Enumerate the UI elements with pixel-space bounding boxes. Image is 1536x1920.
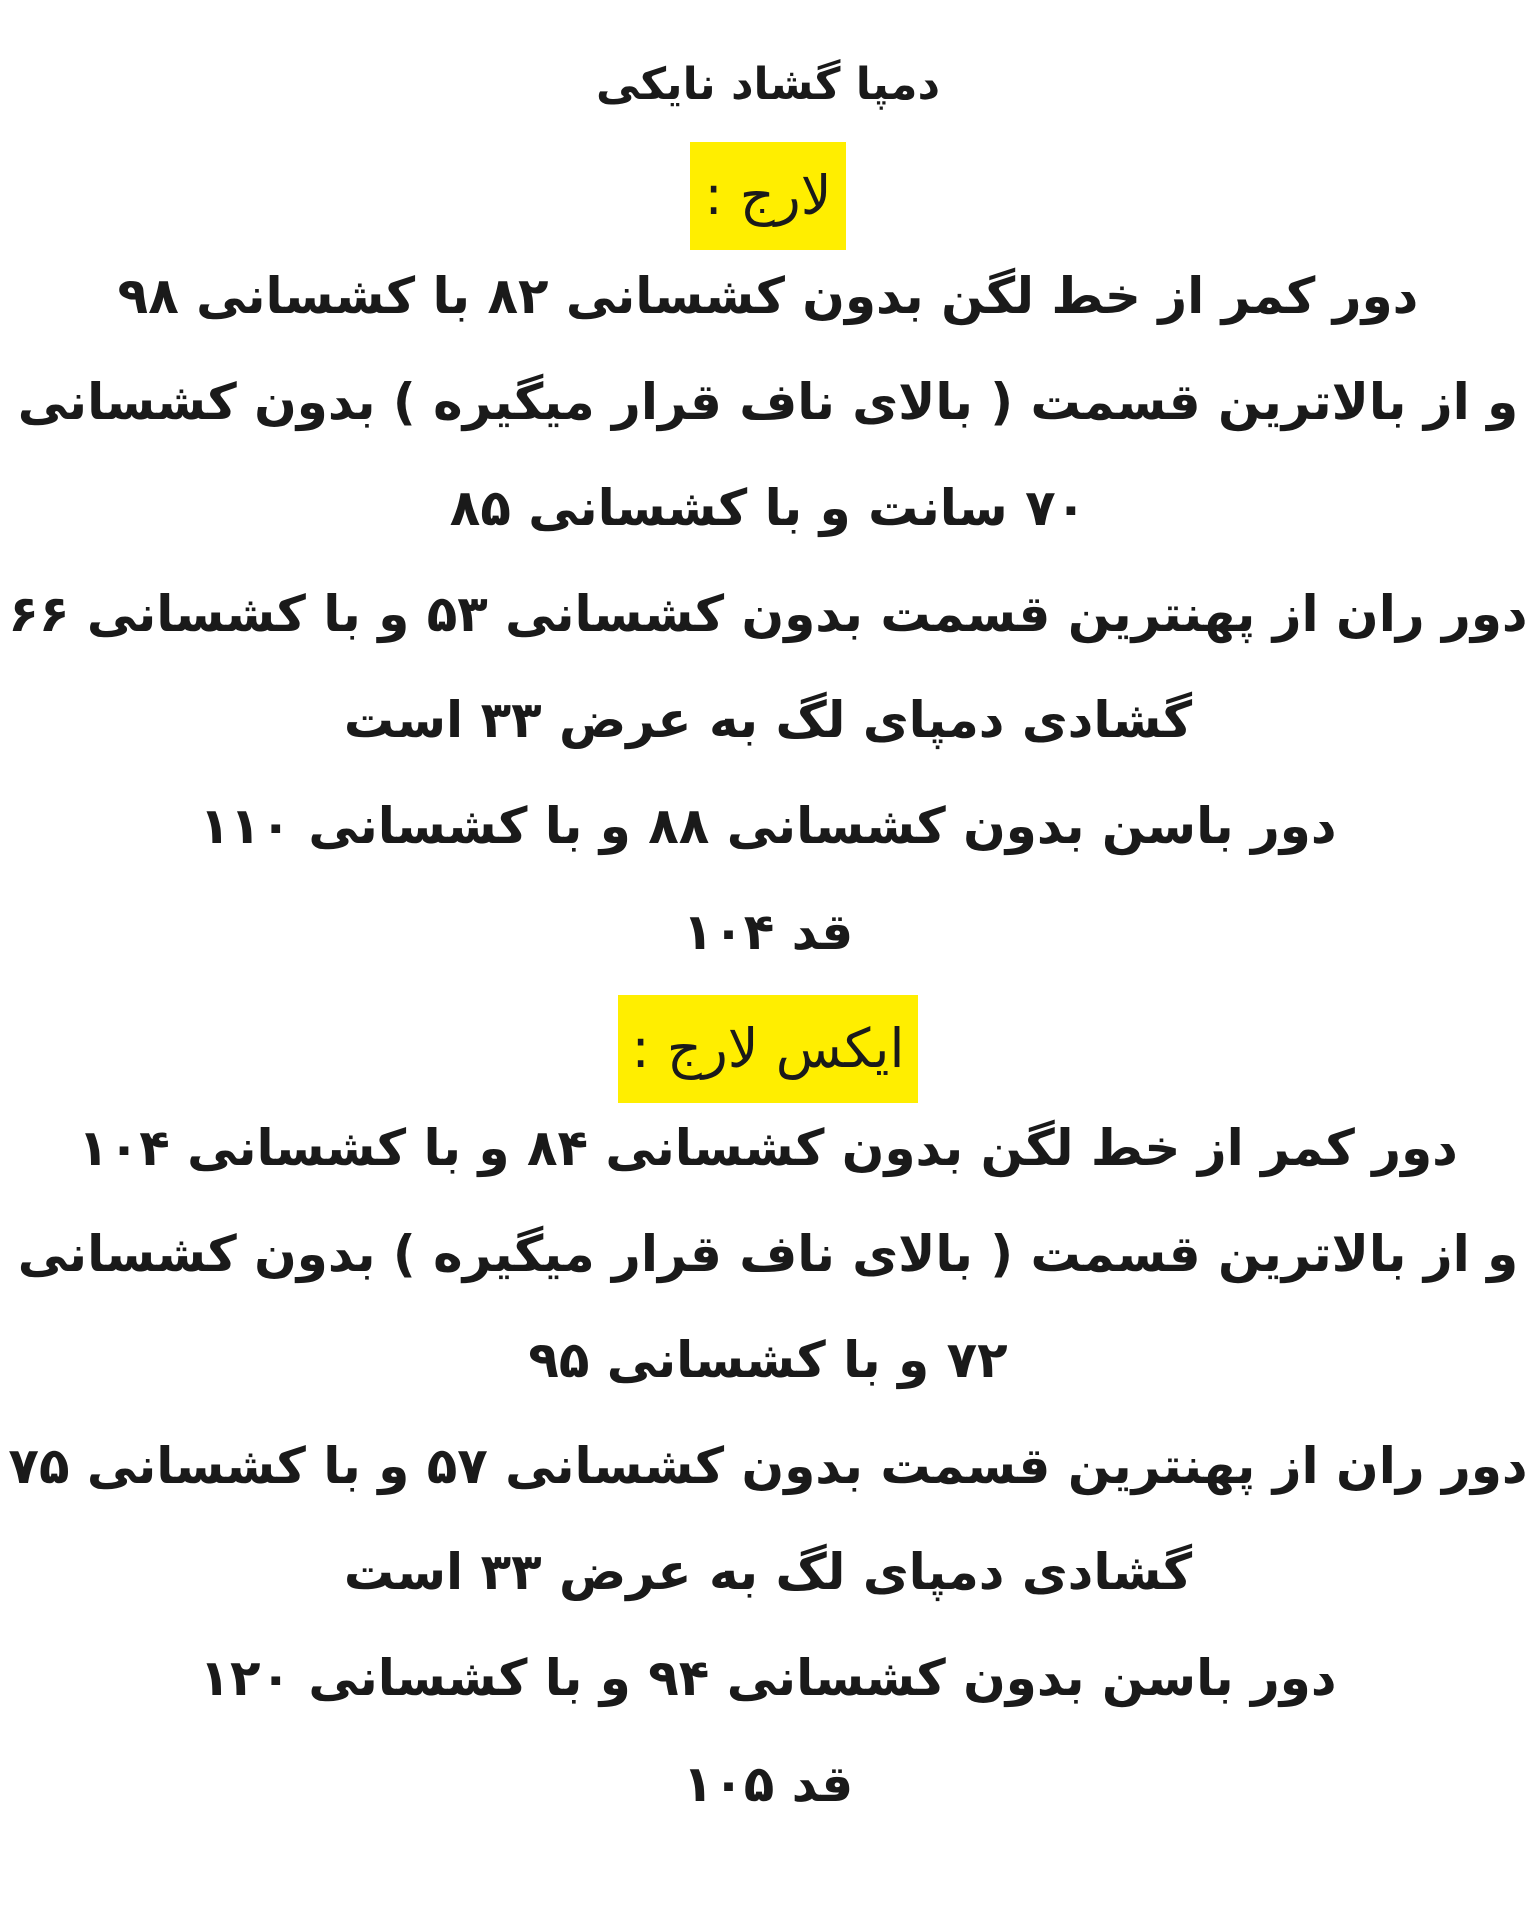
size-heading-xl: ایکس لارج : [618, 995, 919, 1103]
hem-width-line-xl: گشادی دمپای لگ به عرض ۳۳ است [343, 1543, 1193, 1601]
length-line-xl: قد ۱۰۵ [682, 1755, 854, 1813]
waist-top-values-xl: ۷۲ و با کشسانی ۹۵ [528, 1331, 1008, 1389]
waist-hip-line-large: دور کمر از خط لگن بدون کشسانی ۸۲ با کشسانی ۹۸ [117, 267, 1419, 325]
size-heading-wrap-large [0, 142, 1536, 250]
waist-top-line-xl: و از بالاترین قسمت ( بالای ناف قرار میگیره ) بدون کشسانی [17, 1225, 1519, 1283]
waist-hip-line-xl: دور کمر از خط لگن بدون کشسانی ۸۴ و با کشسانی ۱۰۴ [78, 1119, 1458, 1177]
hem-width-line-large: گشادی دمپای لگ به عرض ۳۳ است [343, 691, 1193, 749]
thigh-line-large: دور ران از پهنترین قسمت بدون کشسانی ۵۳ و با کشسانی ۶۶ [8, 585, 1528, 643]
waist-top-values-large: ۷۰ سانت و با کشسانی ۸۵ [449, 479, 1087, 537]
length-line-large: قد ۱۰۴ [682, 903, 854, 961]
hip-line-large: دور باسن بدون کشسانی ۸۸ و با کشسانی ۱۱۰ [199, 797, 1337, 855]
waist-top-line-large: و از بالاترین قسمت ( بالای ناف قرار میگیره ) بدون کشسانی [17, 373, 1519, 431]
hip-line-xl: دور باسن بدون کشسانی ۹۴ و با کشسانی ۱۲۰ [199, 1649, 1337, 1707]
thigh-line-xl: دور ران از پهنترین قسمت بدون کشسانی ۵۷ و با کشسانی ۷۵ [8, 1437, 1528, 1495]
size-heading-large: لارج : [690, 142, 845, 250]
size-heading-wrap-xl [0, 995, 1536, 1103]
page-title: دمپا گشاد نایکی [595, 59, 941, 110]
